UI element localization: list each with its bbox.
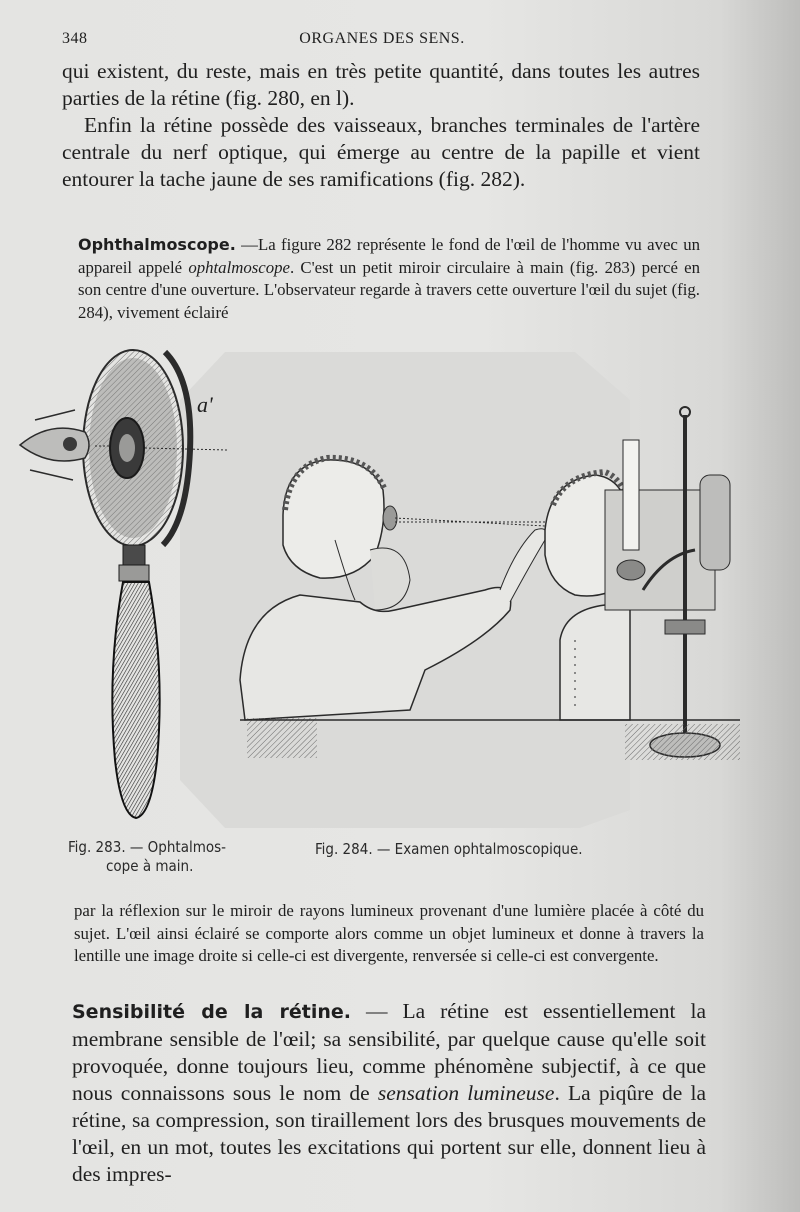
paragraph-sensibilite bbox=[72, 998, 706, 1188]
sensibilite-text-2: . La piqûre de la rétine, sa compression, son tiraillement lors des brusques mouvements de l'œil, en un mot, toutes les excitations qui portent sur elle, donnent lieu à des impres- bbox=[72, 1081, 706, 1186]
page-header bbox=[62, 30, 702, 54]
caption-fig283 bbox=[68, 838, 268, 876]
caption-fig283-line2: cope à main. bbox=[106, 857, 194, 875]
paragraph-ophthalmoscope bbox=[78, 234, 700, 324]
paragraph-after-figures bbox=[74, 900, 704, 968]
paragraph-continuation: qui existent, du reste, mais en très petite quantité, dans toutes les autres parties de la rétine (fig. 280, en l). bbox=[62, 59, 700, 110]
caption-fig283-line1: Fig. 283. — Ophtalmos- bbox=[68, 838, 227, 856]
ophthalmoscope-text-1: —La figure 282 représente le fond de l'œil de l'homme vu avec un appareil appelé bbox=[78, 235, 700, 277]
ophthalmoscope-emphasis: ophtalmoscope bbox=[188, 257, 290, 277]
caption-fig284: Fig. 284. — Examen ophtalmoscopique. bbox=[315, 840, 583, 858]
ophthalmoscope-text-2: . C'est un petit miroir circulaire à main (fig. 283) percé en son centre d'une ouverture. L'observateur regarde à travers cette ouverture l'œil du sujet (fig. 284), vivement éclairé bbox=[78, 257, 701, 322]
section-heading-sensibilite: Sensibilité de la rétine. bbox=[72, 1001, 352, 1023]
label-a-prime: a' bbox=[197, 392, 213, 417]
body-text-top bbox=[62, 58, 700, 193]
sensibilite-emphasis: sensation lumineuse bbox=[377, 1081, 555, 1105]
after-figures-text: par la réflexion sur le miroir de rayons lumineux provenant d'une lumière placée à côté du sujet. L'œil ainsi éclairé se comporte alors comme un objet lumineux et donne à travers la lentille une image droite si celle-ci est divergente, renversée si celle-ci est convergente. bbox=[74, 901, 704, 965]
section-heading-ophthalmoscope: Ophthalmoscope. bbox=[78, 235, 236, 254]
sensibilite-text-1: — La rétine est essentiellement la membrane sensible de l'œil; sa sensibilité, par quelque cause qu'elle soit provoquée, donne toujours lieu, comme phénomène subjectif, à ce que nous connaissons sous le nom de bbox=[72, 999, 706, 1105]
paragraph-vessels: Enfin la rétine possède des vaisseaux, branches terminales de l'artère centrale du nerf optique, qui émerge au centre de la papille et vient entourer la tache jaune de ses ramifications (fig. 282). bbox=[62, 113, 700, 191]
running-title: ORGANES DES SENS. bbox=[299, 30, 465, 47]
fig284-table-edge bbox=[625, 724, 740, 760]
page-number: 348 bbox=[62, 30, 88, 47]
figure-illustration bbox=[15, 340, 755, 830]
